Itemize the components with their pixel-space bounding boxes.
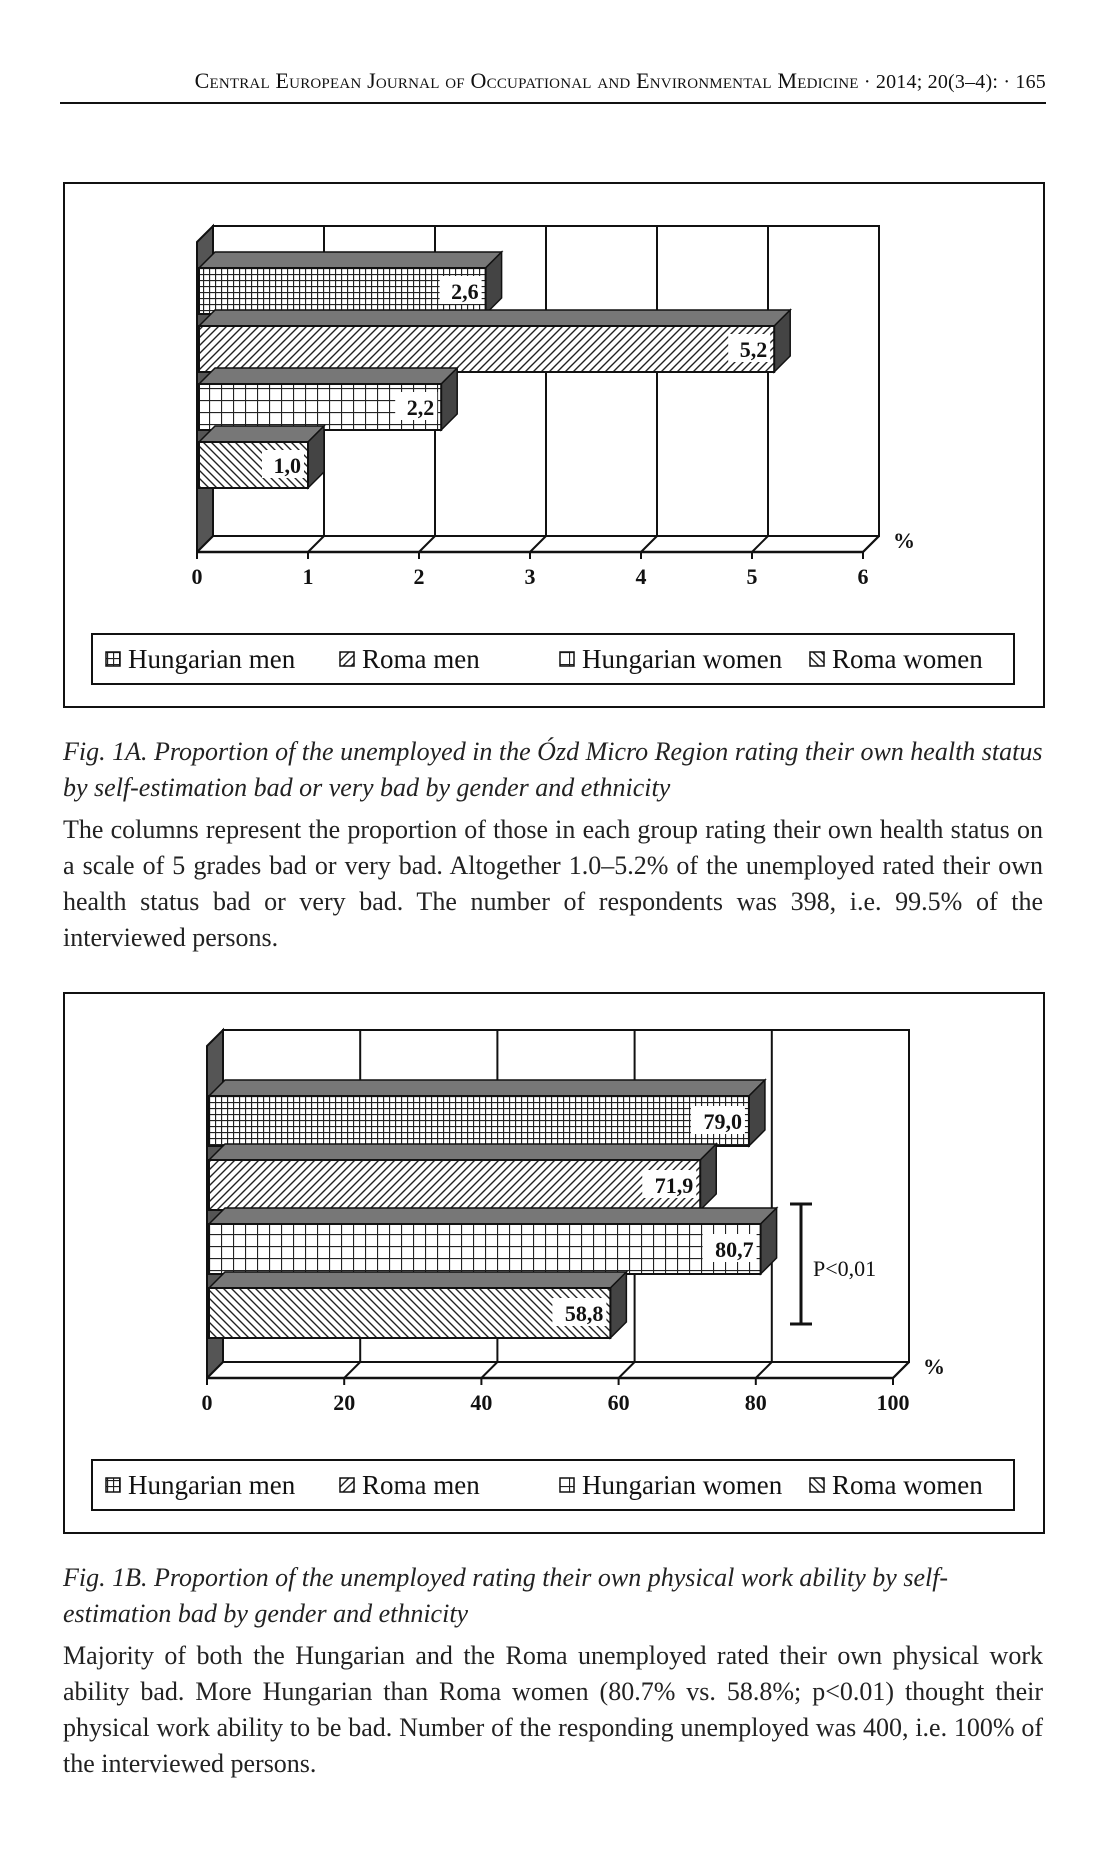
floor-gridline xyxy=(619,1362,635,1378)
data-label: 58,8 xyxy=(564,1301,604,1326)
issue-info: · 2014; 20(3–4): · xyxy=(863,71,1011,93)
bar-hungarian-women xyxy=(199,368,457,430)
legend-label-hungarian-women: Hungarian women xyxy=(582,644,783,674)
journal-title: Central European Journal of Occupational and Environmental Medicine xyxy=(194,68,859,93)
data-label: 80,7 xyxy=(715,1237,754,1262)
data-label: 2,6 xyxy=(451,279,479,304)
floor-gridline xyxy=(752,536,768,552)
legend-label-roma-women: Roma women xyxy=(832,644,983,674)
figure-1b-chart xyxy=(65,994,1043,1532)
bar-face xyxy=(209,1160,700,1210)
x-tick-label: 80 xyxy=(744,1390,767,1415)
x-tick-label: 5 xyxy=(746,564,758,589)
figure-1b-description: Majority of both the Hungarian and the Roma unemployed rated their own physical work ability bad. More Hungarian than Roma women (80.7% vs. 58.8%; p<0.01) thought their physical work ability to be bad. Number of the responding unemployed was 400, i.e. 100% of the interviewed persons. xyxy=(63,1641,1043,1778)
legend-swatch-roma-men xyxy=(340,652,354,666)
legend-swatch-hungarian-men xyxy=(106,1478,120,1492)
page-number: 165 xyxy=(1015,71,1046,93)
bar-top xyxy=(199,426,324,442)
bar-top xyxy=(209,1272,626,1288)
data-label: 2,2 xyxy=(406,395,435,420)
x-tick-label: 60 xyxy=(607,1390,630,1415)
legend xyxy=(92,634,1014,684)
bar-hungarian-women xyxy=(209,1208,777,1274)
floor-gridline xyxy=(756,1362,772,1378)
floor-gridline xyxy=(641,536,657,552)
bar-roma-women xyxy=(209,1272,626,1338)
significance-bracket xyxy=(790,1204,876,1324)
x-tick-label: 100 xyxy=(876,1390,910,1415)
x-tick-label: 3 xyxy=(524,564,536,589)
bar-face xyxy=(209,1224,761,1274)
data-label: 1,0 xyxy=(273,453,301,478)
bar-hungarian-men xyxy=(209,1080,765,1146)
figure-1a-chart xyxy=(65,184,1043,706)
floor-gridline xyxy=(308,536,324,552)
floor-gridline xyxy=(419,536,435,552)
bar-roma-men xyxy=(199,310,790,372)
floor-gridline xyxy=(344,1362,360,1378)
x-tick-label: 6 xyxy=(857,564,869,589)
floor-edge xyxy=(863,536,879,552)
legend-label-roma-men: Roma men xyxy=(362,1470,480,1500)
x-tick-label: 0 xyxy=(191,564,203,589)
bar-face xyxy=(199,326,774,372)
data-label: 71,9 xyxy=(654,1173,694,1198)
figure-1a-description: The columns represent the proportion of those in each group rating their own health status on a scale of 5 grades bad or very bad. Altogether 1.0–5.2% of the unemployed rated their own health status bad or very bad. The number of respondents was 398, i.e. 99.5% of the interviewed persons. xyxy=(63,815,1043,952)
x-tick-label: 40 xyxy=(470,1390,493,1415)
legend-swatch-roma-women xyxy=(810,652,824,666)
legend-swatch-roma-men xyxy=(340,1478,354,1492)
p-value-annotation: P<0,01 xyxy=(813,1256,877,1281)
bar-top xyxy=(199,368,457,384)
bar-top xyxy=(209,1144,716,1160)
figure-1b xyxy=(63,992,1045,1534)
bar-roma-men xyxy=(209,1144,716,1210)
x-tick-label: 1 xyxy=(302,564,314,589)
figure-1b-caption: Fig. 1B. Proportion of the unemployed rating their own physical work ability by self-estimation bad by gender and ethnicity xyxy=(63,1563,949,1628)
floor-gridline xyxy=(481,1362,497,1378)
data-label: 5,2 xyxy=(739,337,768,362)
x-axis-unit-label: % xyxy=(893,528,915,553)
bar-hungarian-men xyxy=(199,252,502,314)
legend-swatch-roma-women xyxy=(810,1478,824,1492)
bar-face xyxy=(209,1096,749,1146)
bar-face xyxy=(209,1288,610,1338)
x-axis-unit-label: % xyxy=(923,1354,945,1379)
legend-swatch-hungarian-women xyxy=(560,652,574,666)
header-rule xyxy=(60,102,1046,104)
x-tick-label: 2 xyxy=(413,564,425,589)
x-tick-label: 4 xyxy=(635,564,647,589)
x-tick-label: 20 xyxy=(333,1390,356,1415)
legend-label-roma-men: Roma men xyxy=(362,644,480,674)
legend-label-hungarian-women: Hungarian women xyxy=(582,1470,783,1500)
running-head xyxy=(60,68,1046,94)
legend-swatch-hungarian-women xyxy=(560,1478,574,1492)
floor-edge xyxy=(893,1362,909,1378)
figure-1a xyxy=(63,182,1045,708)
legend-swatch-hungarian-men xyxy=(106,652,120,666)
bar-top xyxy=(209,1080,765,1096)
data-label: 79,0 xyxy=(703,1109,742,1134)
floor-gridline xyxy=(530,536,546,552)
legend-label-hungarian-men: Hungarian men xyxy=(128,1470,296,1500)
bar-top xyxy=(199,310,790,326)
legend-label-hungarian-men: Hungarian men xyxy=(128,644,296,674)
legend xyxy=(92,1460,1014,1510)
x-tick-label: 0 xyxy=(201,1390,213,1415)
bar-top xyxy=(209,1208,777,1224)
bar-roma-women xyxy=(199,426,324,488)
figure-1a-caption: Fig. 1A. Proportion of the unemployed in the Ózd Micro Region rating their own health status by self-estimation bad or very bad by gender and ethnicity xyxy=(63,737,1043,802)
bar-top xyxy=(199,252,502,268)
legend-label-roma-women: Roma women xyxy=(832,1470,983,1500)
